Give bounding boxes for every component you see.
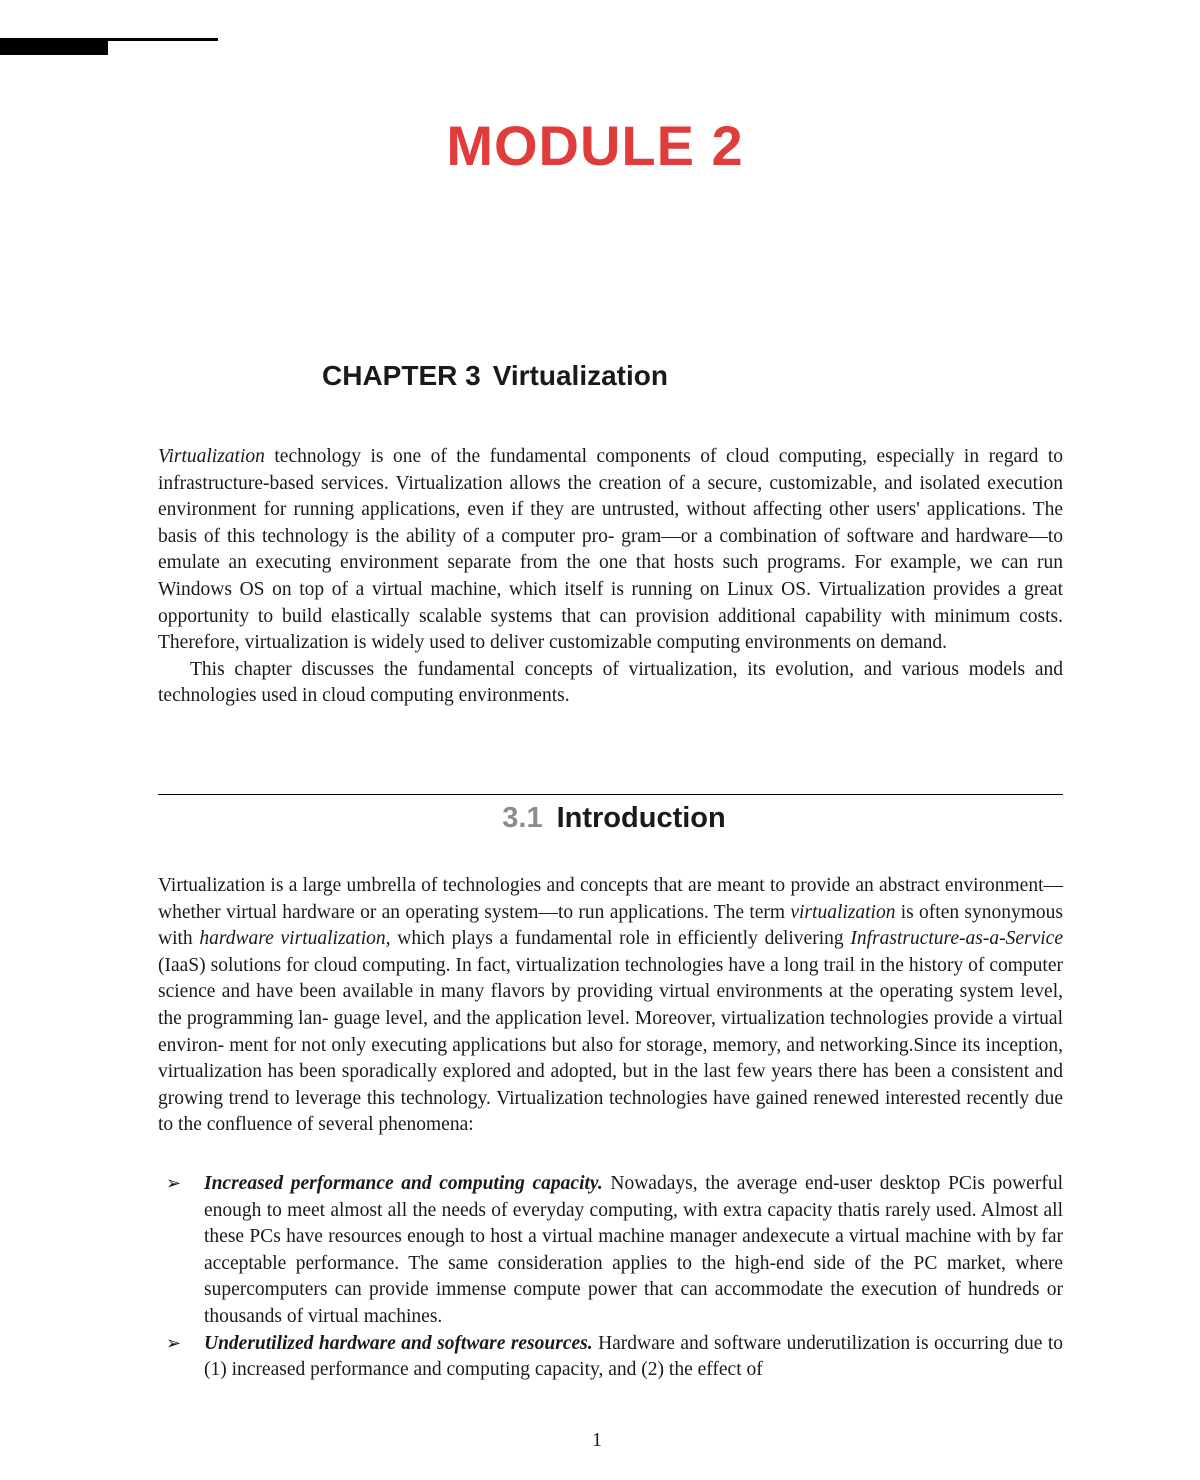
term-virtualization: virtualization [790, 901, 896, 923]
arrow-bullet-icon: ➢ [166, 1332, 182, 1354]
bullet-text: Nowadays, the average end-user desktop PCis powerful enough to meet almost all the needs of everyday computing, with extra capacity thatis rarely used. Almost all these PCs have resources enough to host a virtual machine manager andexecute a virtual machine with by far acceptable performance. The same consideration applies to the high-end side of the PC market, where supercomputers can provide immense compute power that can accommodate the execution of hundreds or thousands of virtual machines. [204, 1173, 1063, 1327]
chapter-heading [322, 356, 668, 396]
body-text-2: is often synonymous with [158, 901, 1063, 950]
arrow-bullet-icon: ➢ [166, 1173, 182, 1194]
term-hardware-virtualization: hardware virtualization, [199, 928, 391, 950]
section-number: 3.1 [502, 802, 543, 834]
bullet-lead: Underutilized hardware and software resources. [204, 1332, 593, 1354]
body-text-3: which plays a fundamental role in efficiently delivering [390, 928, 851, 950]
section-heading [0, 798, 1200, 838]
header-bar [0, 40, 108, 55]
page-number: 1 [592, 1429, 602, 1451]
chapter-title: Virtualization [492, 360, 668, 391]
intro-paragraph-1 [158, 444, 1063, 657]
bullet-text: Hardware and software underutilization is occurring due to (1) increased performance and computing capacity, and (2) the effect of [204, 1332, 1063, 1381]
list-item [158, 1171, 1063, 1331]
intro-term: Virtualization [158, 446, 265, 467]
body-paragraph [158, 873, 1063, 1139]
chapter-intro [158, 444, 1063, 710]
section-body [158, 873, 1063, 1139]
section-title: Introduction [556, 802, 726, 834]
list-item [158, 1331, 1063, 1384]
bullet-lead: Increased performance and computing capacity. [204, 1173, 603, 1194]
section-divider [158, 794, 1063, 795]
intro-paragraph-1-text: technology is one of the fundamental components of cloud computing, especially in regard to infrastructure-based services. Virtualization allows the creation of a secure, customizable, and isolated execution environment for running applications, even if they are untrusted, without affecting other users' applications. The basis of this technology is the ability of a computer pro- gram—or a combination of software and hardware—to emulate an executing environment separate from the one that hosts such programs. For example, we can run Windows OS on top of a virtual machine, which itself is running on Linux OS. Virtualization provides a great opportunity to build elastically scalable systems that can provision additional capability with minimum costs. Therefore, virtualization is widely used to deliver customizable computing environments on demand. [158, 446, 1063, 654]
bullet-list [158, 1171, 1063, 1384]
chapter-label: CHAPTER 3 [322, 360, 481, 391]
intro-paragraph-2: This chapter discusses the fundamental concepts of virtualization, its evolution, and various models and technologies used in cloud computing environments. [158, 658, 1063, 707]
module-title: MODULE 2 [446, 114, 744, 177]
term-iaas: Infrastructure-as-a-Service [850, 928, 1063, 950]
body-text-4: (IaaS) solutions for cloud computing. In fact, virtualization technologies have a long trail in the history of computer science and have been available in many flavors by providing virtual environments at the operating system level, the programming lan- guage level, and the application level. Moreover, virtualization technologies provide a virtual environ- ment for not only executing applications but also for storage, memory, and networking.Since its inception, virtualization has been sporadically explored and adopted, but in the last few years there has been a consistent and growing trend to leverage this technology. Virtualization technologies have gained renewed interested recently due to the confluence of several phenomena: [158, 954, 1063, 1136]
body-text-1: Virtualization is a large umbrella of technologies and concepts that are meant to provide an abstract environment—whether virtual hardware or an operating system—to run applications. The term [158, 875, 1063, 923]
